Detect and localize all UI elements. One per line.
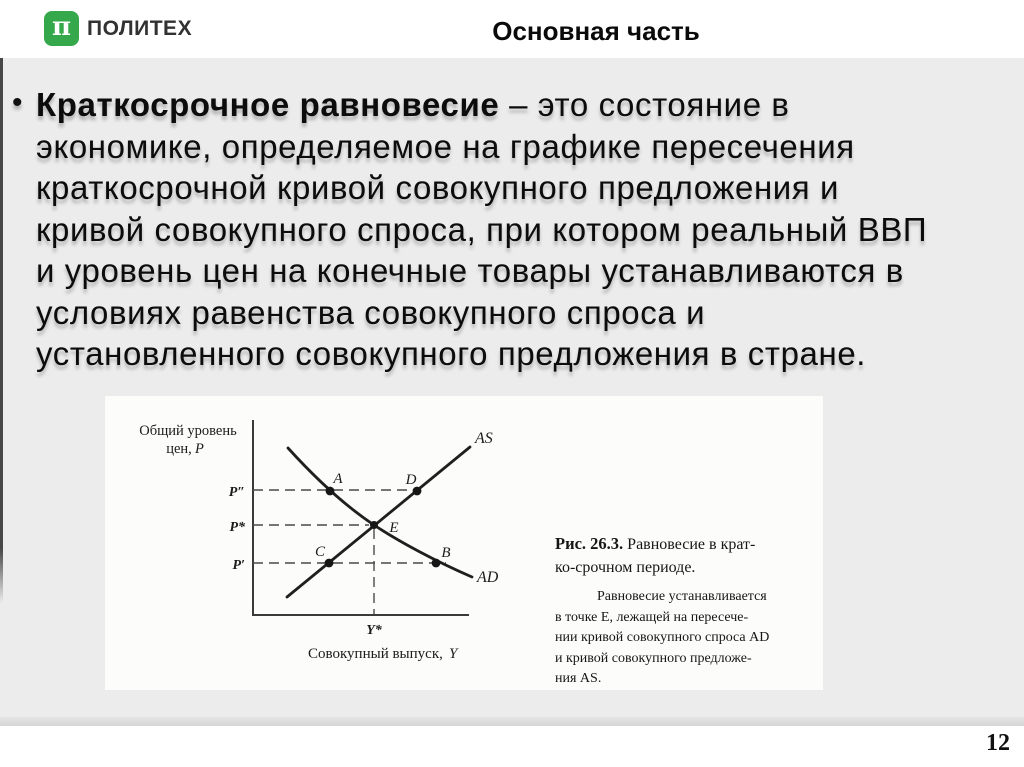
page-number: 12 xyxy=(986,730,1010,756)
slide-title: Основная часть xyxy=(492,16,700,46)
caption-body-line: ния AS. xyxy=(555,671,602,686)
x-axis-label: Совокупный выпуск, xyxy=(308,646,443,662)
bullet-icon: • xyxy=(12,86,23,119)
caption-title-line: ко-срочном периоде. xyxy=(555,559,696,576)
logo-text: ПОЛИТЕХ xyxy=(87,16,193,40)
output-eq-label: Y* xyxy=(366,623,382,638)
text-line: кривой совокупного спроса, при котором реальный ВВП xyxy=(36,210,928,248)
price-low-label: P′ xyxy=(232,558,245,573)
point-a-label: A xyxy=(333,471,343,487)
text-line: установленного совокупного предложения в стране. xyxy=(36,335,867,372)
point-a-dot xyxy=(326,487,335,496)
ad-curve-label: AD xyxy=(477,569,499,586)
text-line: экономике, определяемое на графике пересечения xyxy=(36,127,855,165)
definition-text xyxy=(36,84,1012,375)
as-curve xyxy=(287,447,470,597)
figure-26-3 xyxy=(105,396,823,690)
caption-body-line: Равновесие устанавливается xyxy=(597,589,767,604)
caption-figure-number: Рис. 26.3. xyxy=(555,534,624,553)
definition-term: Краткосрочное равновесие xyxy=(36,86,500,123)
as-curve-label: AS xyxy=(475,430,493,447)
slide-content xyxy=(0,58,1024,717)
caption-title-line xyxy=(555,532,837,556)
slide-footer xyxy=(0,726,1024,767)
y-axis-label-line1: Общий уровень xyxy=(139,423,237,439)
point-b-dot xyxy=(432,559,441,568)
caption-title-rest: Равновесие в крат- xyxy=(623,536,756,553)
caption-body xyxy=(555,587,837,690)
caption-body-line: в точке Е, лежащей на пересече- xyxy=(555,609,749,625)
text-line-rest: – это состояние в xyxy=(499,86,790,123)
y-axis-label-line2: цен, xyxy=(166,441,192,457)
text-line: краткосрочной кривой совокупного предложения и xyxy=(36,169,840,206)
point-c-label: C xyxy=(314,544,326,560)
caption-body-line: и кривой совокупного предложе- xyxy=(555,650,752,666)
caption-body-line: нии кривой совокупного спроса AD xyxy=(555,630,770,645)
price-high-label: P″ xyxy=(228,485,245,500)
text-line: условиях равенства совокупного спроса и xyxy=(36,293,706,331)
definition-paragraph xyxy=(12,84,1012,375)
left-accent-line xyxy=(0,58,3,603)
pi-logo-icon: π xyxy=(44,11,79,46)
point-d-label: D xyxy=(405,472,417,488)
x-axis-symbol: Y xyxy=(449,646,458,662)
text-line xyxy=(36,84,1012,126)
politech-logo xyxy=(44,11,192,46)
point-b-label: B xyxy=(441,545,451,561)
point-e-label: E xyxy=(389,520,399,536)
footer-divider xyxy=(0,717,1024,726)
price-eq-label: P* xyxy=(229,520,245,535)
y-axis-symbol: P xyxy=(195,441,204,457)
point-e-dot xyxy=(370,521,378,529)
text-line: и уровень цен на конечные товары устанавливаются в xyxy=(36,252,904,289)
figure-caption xyxy=(555,532,837,690)
slide-header xyxy=(0,0,1024,58)
point-c-dot xyxy=(325,559,334,568)
